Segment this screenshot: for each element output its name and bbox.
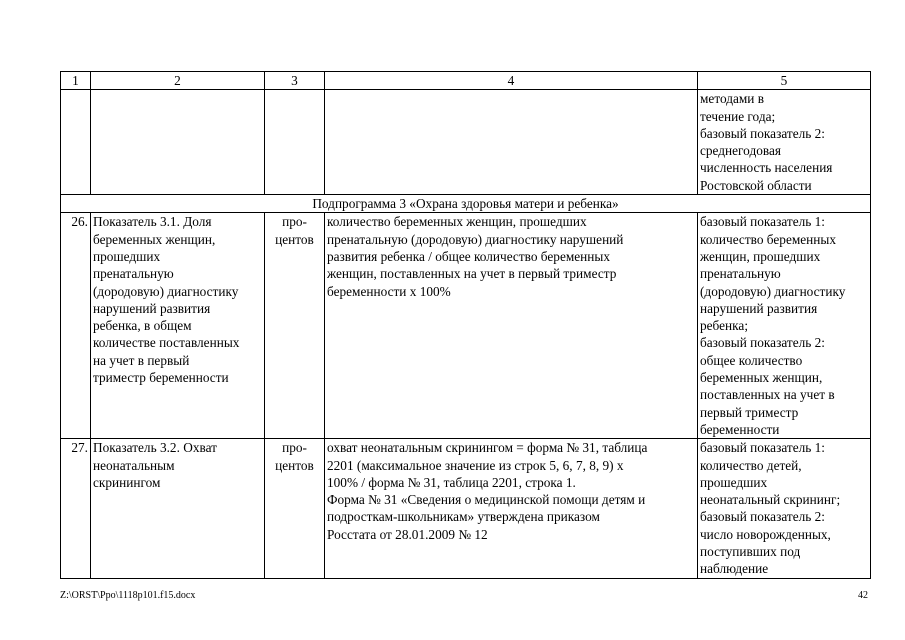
text-line: поступивших под <box>700 544 801 560</box>
text-line: Ростовской области <box>700 177 812 193</box>
text-line: женщин, поставленных на учет в первый триместр <box>327 266 617 282</box>
text-line: методами в <box>700 91 765 107</box>
text-line: первый триместр <box>700 404 799 420</box>
text-line: скринингом <box>93 474 161 490</box>
page-number: 42 <box>858 590 868 601</box>
text-line: женщин, прошедших <box>700 248 821 264</box>
text-line: ребенка; <box>700 318 749 334</box>
text-line: пренатальную <box>93 266 174 282</box>
text-line: 2201 (максимальное значение из строк 5, 6, 7, 8, 9) х <box>327 457 624 473</box>
header-cell: 4 <box>325 72 698 90</box>
text-line: нарушений развития <box>700 300 818 316</box>
text-line: неонатальный скрининг; <box>700 492 841 508</box>
text-line: пренатальную <box>700 266 781 282</box>
text-line: про- <box>282 214 307 230</box>
text-line: количество детей, <box>700 457 802 473</box>
header-cell: 5 <box>698 72 871 90</box>
text-line: охват неонатальным скринингом = форма № 31, таблица <box>327 440 648 456</box>
text-line: базовый показатель 2: <box>700 125 825 141</box>
text-line: Показатель 3.1. Доля <box>93 214 212 230</box>
formula-cell <box>325 439 698 578</box>
text-line: ребенка, в общем <box>93 318 192 334</box>
text-line: количество беременных <box>700 231 836 247</box>
section-title: Подпрограмма 3 «Охрана здоровья матери и ребенка» <box>61 195 871 213</box>
document-table <box>60 71 871 579</box>
text-line: пренатальную (дородовую) диагностику нарушений <box>327 231 624 247</box>
text-line: про- <box>282 440 307 456</box>
text-line: 100% / форма № 31, таблица 2201, строка 1. <box>327 474 576 490</box>
continued-row <box>61 90 871 195</box>
unit-cell <box>265 439 325 578</box>
empty-cell <box>91 90 265 195</box>
text-line: триместр беременности <box>93 370 229 386</box>
empty-cell <box>61 90 91 195</box>
text-line: прошедших <box>93 248 161 264</box>
text-line: центов <box>275 231 314 247</box>
indicator-name-cell <box>91 439 265 578</box>
text-line: численность населения <box>700 160 833 176</box>
text-line: число новорожденных, <box>700 526 831 542</box>
header-cell: 2 <box>91 72 265 90</box>
text-line: поставленных на учет в <box>700 387 835 403</box>
text-line: количестве поставленных <box>93 335 240 351</box>
text-line: базовый показатель 1: <box>700 214 825 230</box>
text-line: Росстата от 28.01.2009 № 12 <box>327 526 488 542</box>
header-cell: 3 <box>265 72 325 90</box>
header-row <box>61 72 871 90</box>
text-line: Форма № 31 «Сведения о медицинской помощи детям и <box>327 492 646 508</box>
text-line: беременных женщин, <box>700 370 823 386</box>
row-number: 26. <box>61 213 91 439</box>
text-line: Показатель 3.2. Охват <box>93 440 217 456</box>
base-indicator-cell <box>698 439 871 578</box>
section-row <box>61 195 871 213</box>
text-line: неонатальным <box>93 457 175 473</box>
text-line: (дородовую) диагностику <box>93 283 239 299</box>
text-line: подросткам-школьникам» утверждена приказом <box>327 509 600 525</box>
text-line: базовый показатель 2: <box>700 509 825 525</box>
text-line: центов <box>275 457 314 473</box>
text-line: среднегодовая <box>700 143 781 159</box>
base-indicator-cell <box>698 90 871 195</box>
text-line: базовый показатель 2: <box>700 335 825 351</box>
unit-cell <box>265 213 325 439</box>
text-line: развития ребенка / общее количество беременных <box>327 248 610 264</box>
text-line: (дородовую) диагностику <box>700 283 846 299</box>
text-line: нарушений развития <box>93 300 211 316</box>
empty-cell <box>265 90 325 195</box>
header-cell: 1 <box>61 72 91 90</box>
base-indicator-cell <box>698 213 871 439</box>
text-line: на учет в первый <box>93 352 190 368</box>
table-row <box>61 213 871 439</box>
text-line: беременности х 100% <box>327 283 451 299</box>
text-line: течение года; <box>700 108 776 124</box>
file-path: Z:\ORST\Ppo\1118p101.f15.docx <box>60 590 196 601</box>
text-line: общее количество <box>700 352 803 368</box>
text-line: беременных женщин, <box>93 231 216 247</box>
text-line: прошедших <box>700 474 768 490</box>
text-line: количество беременных женщин, прошедших <box>327 214 587 230</box>
empty-cell <box>325 90 698 195</box>
indicator-name-cell <box>91 213 265 439</box>
text-line: беременности <box>700 421 780 437</box>
table-row <box>61 439 871 578</box>
text-line: базовый показатель 1: <box>700 440 825 456</box>
row-number: 27. <box>61 439 91 578</box>
formula-cell <box>325 213 698 439</box>
text-line: наблюдение <box>700 561 769 577</box>
